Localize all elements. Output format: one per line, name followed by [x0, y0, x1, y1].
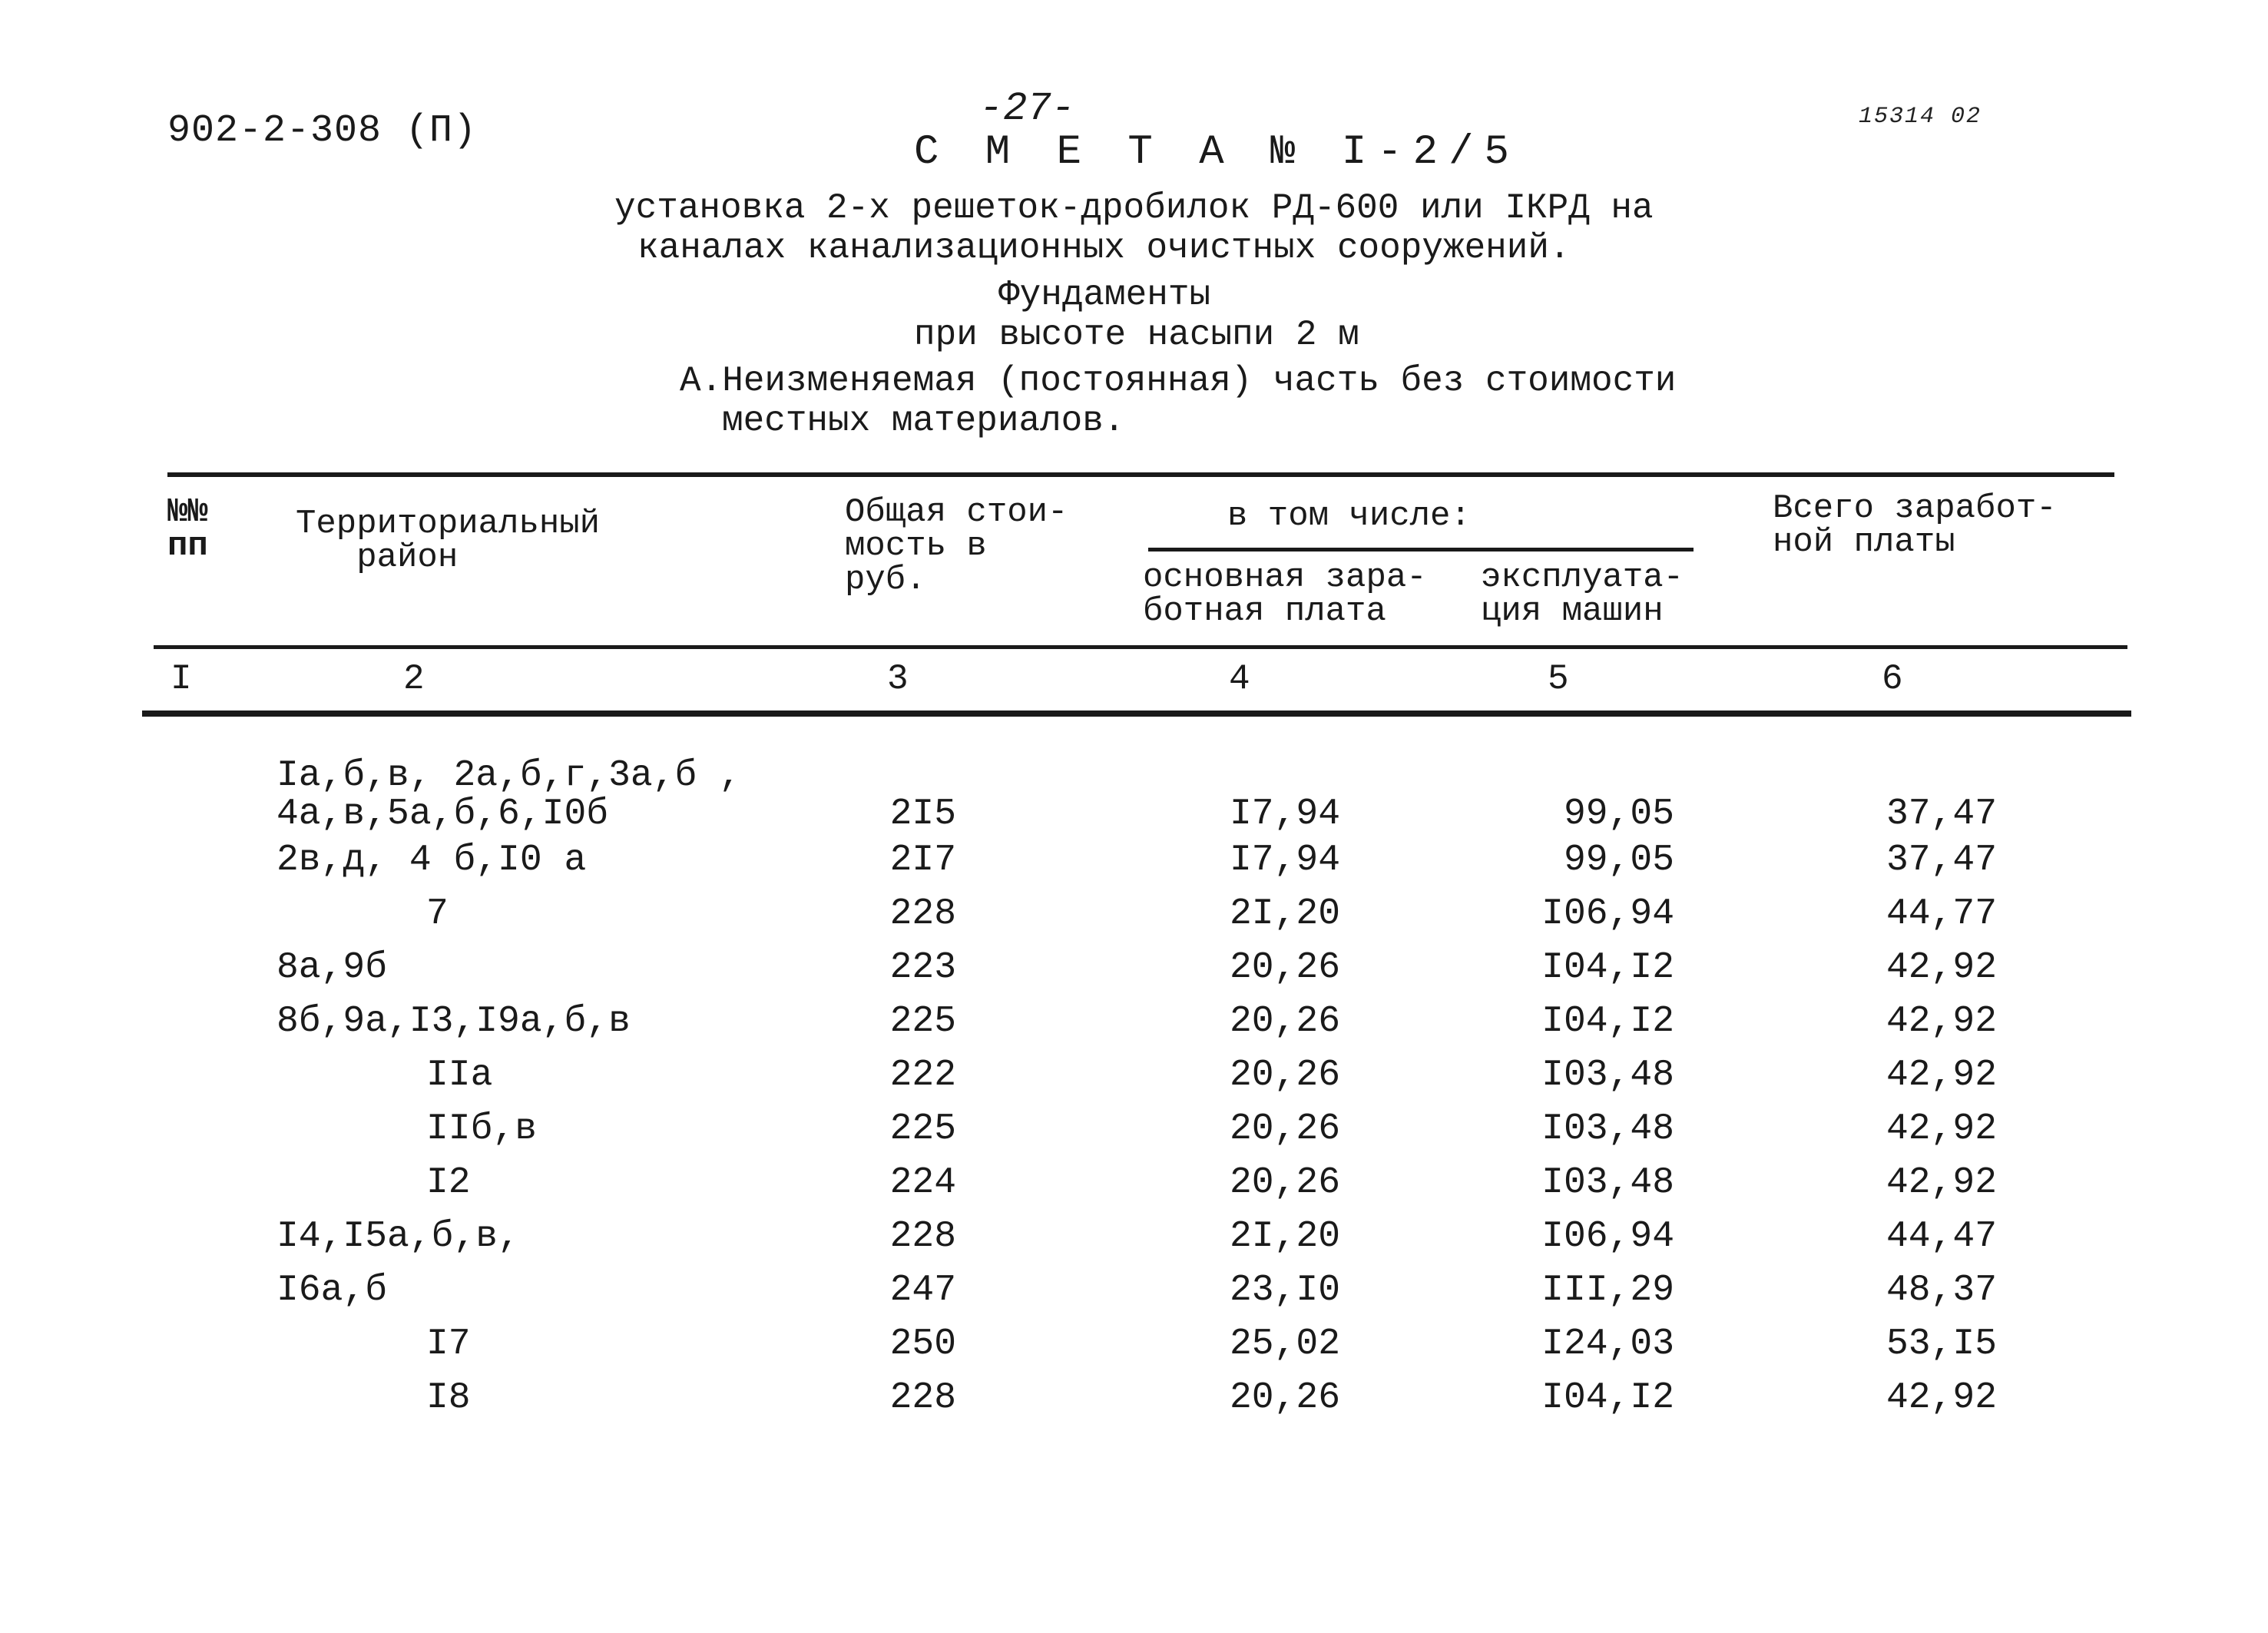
base-wage-cell: I7,94	[1229, 793, 1340, 835]
total-wage-cell: 37,47	[1886, 793, 1997, 835]
header-machine-operation: эксплуата- ция машин	[1481, 558, 1684, 631]
machine-cost-cell: 99,05	[1563, 840, 1674, 881]
total-cost-cell: 228	[889, 893, 956, 935]
header-base-wage: основная зара- ботная плата	[1143, 558, 1427, 631]
district-cell: 8а,9б	[276, 947, 388, 989]
base-wage-cell: 25,02	[1229, 1323, 1340, 1365]
total-cost-cell: 250	[889, 1323, 956, 1365]
base-wage-cell: 2I,20	[1229, 1216, 1340, 1257]
column-number-1: I	[171, 659, 192, 699]
header-district: Территориальный район	[296, 505, 601, 577]
base-wage-cell: 23,I0	[1229, 1270, 1340, 1311]
section-line: при высоте насыпи 2 м	[914, 315, 1359, 355]
estimate-subtitle	[614, 188, 1654, 268]
machine-cost-cell: I03,48	[1541, 1162, 1674, 1204]
total-cost-cell: 224	[889, 1162, 956, 1204]
column-number-5: 5	[1548, 659, 1569, 699]
district-cell: I6а,б	[276, 1270, 388, 1311]
column-number-3: 3	[887, 659, 909, 699]
section-title	[914, 275, 1359, 355]
machine-cost-cell: I03,48	[1541, 1055, 1674, 1096]
machine-cost-cell: I24,03	[1541, 1323, 1674, 1365]
archive-stamp: 15314 02	[1859, 104, 1982, 130]
district-cell: I8	[426, 1377, 471, 1419]
document-code: 902-2-308 (П)	[167, 109, 478, 153]
total-wage-cell: 44,77	[1886, 893, 1997, 935]
total-wage-cell: 42,92	[1886, 1055, 1997, 1096]
machine-cost-cell: I03,48	[1541, 1108, 1674, 1150]
header-group: в том числе:	[1227, 497, 1471, 535]
subtitle-line: установка 2-х решеток-дробилок РД-600 или IКРД на	[614, 188, 1654, 228]
part-line: местных материалов.	[722, 401, 1125, 441]
district-cell: I2	[426, 1162, 471, 1204]
total-wage-cell: 42,92	[1886, 1377, 1997, 1419]
district-cell: I4,I5а,б,в,	[276, 1216, 520, 1257]
total-wage-cell: 42,92	[1886, 1108, 1997, 1150]
total-cost-cell: 228	[889, 1216, 956, 1257]
column-number-2: 2	[403, 659, 425, 699]
total-cost-cell: 228	[889, 1377, 956, 1419]
base-wage-cell: 20,26	[1229, 1108, 1340, 1150]
district-cell: IIа	[426, 1055, 493, 1096]
subtitle-line: каналах канализационных очистных сооружений.	[637, 228, 1571, 268]
total-wage-cell: 48,37	[1886, 1270, 1997, 1311]
total-cost-cell: 223	[889, 947, 956, 989]
total-wage-cell: 42,92	[1886, 1001, 1997, 1042]
section-line: Фундаменты	[998, 275, 1211, 315]
column-number-4: 4	[1229, 659, 1250, 699]
total-cost-cell: 2I7	[889, 840, 956, 881]
total-wage-cell: 42,92	[1886, 1162, 1997, 1204]
base-wage-cell: 20,26	[1229, 1055, 1340, 1096]
total-wage-cell: 53,I5	[1886, 1323, 1997, 1365]
part-line: А.Неизменяемая (постоянная) часть без стоимости	[680, 361, 1677, 401]
header-row-number: №№ пп	[167, 493, 208, 565]
district-cell: Iа,б,в, 2а,б,г,3а,б , 4а,в,5а,б,6,I0б	[276, 755, 741, 835]
header-bottom-rule	[154, 645, 2127, 649]
total-wage-cell: 37,47	[1886, 840, 1997, 881]
group-underline	[1148, 548, 1694, 552]
header-total-cost: Общая стои- мость в руб.	[845, 493, 1068, 599]
district-cell: IIб,в	[426, 1108, 538, 1150]
district-cell: I7	[426, 1323, 471, 1365]
district-cell: 8б,9а,I3,I9а,б,в	[276, 1001, 631, 1042]
base-wage-cell: I7,94	[1229, 840, 1340, 881]
base-wage-cell: 20,26	[1229, 1377, 1340, 1419]
base-wage-cell: 20,26	[1229, 1162, 1340, 1204]
district-cell: 7	[426, 893, 449, 935]
total-cost-cell: 225	[889, 1001, 956, 1042]
header-total-wage: Всего заработ- ной платы	[1773, 489, 2057, 561]
machine-cost-cell: I06,94	[1541, 1216, 1674, 1257]
base-wage-cell: 20,26	[1229, 1001, 1340, 1042]
total-wage-cell: 44,47	[1886, 1216, 1997, 1257]
district-cell: 2в,д, 4 б,I0 а	[276, 840, 587, 881]
machine-cost-cell: I04,I2	[1541, 1377, 1674, 1419]
machine-cost-cell: I04,I2	[1541, 947, 1674, 989]
page-number: -27-	[979, 86, 1075, 131]
estimate-title: С М Е Т А № I-2/5	[914, 129, 1520, 176]
total-cost-cell: 2I5	[889, 793, 956, 835]
machine-cost-cell: I04,I2	[1541, 1001, 1674, 1042]
base-wage-cell: 2I,20	[1229, 893, 1340, 935]
part-title	[680, 361, 1676, 441]
total-wage-cell: 42,92	[1886, 947, 1997, 989]
total-cost-cell: 225	[889, 1108, 956, 1150]
machine-cost-cell: 99,05	[1563, 793, 1674, 835]
base-wage-cell: 20,26	[1229, 947, 1340, 989]
total-cost-cell: 247	[889, 1270, 956, 1311]
machine-cost-cell: I06,94	[1541, 893, 1674, 935]
machine-cost-cell: III,29	[1541, 1270, 1674, 1311]
table-top-rule	[167, 472, 2114, 477]
column-number-6: 6	[1882, 659, 1903, 699]
total-cost-cell: 222	[889, 1055, 956, 1096]
numbers-bottom-rule	[142, 711, 2131, 717]
